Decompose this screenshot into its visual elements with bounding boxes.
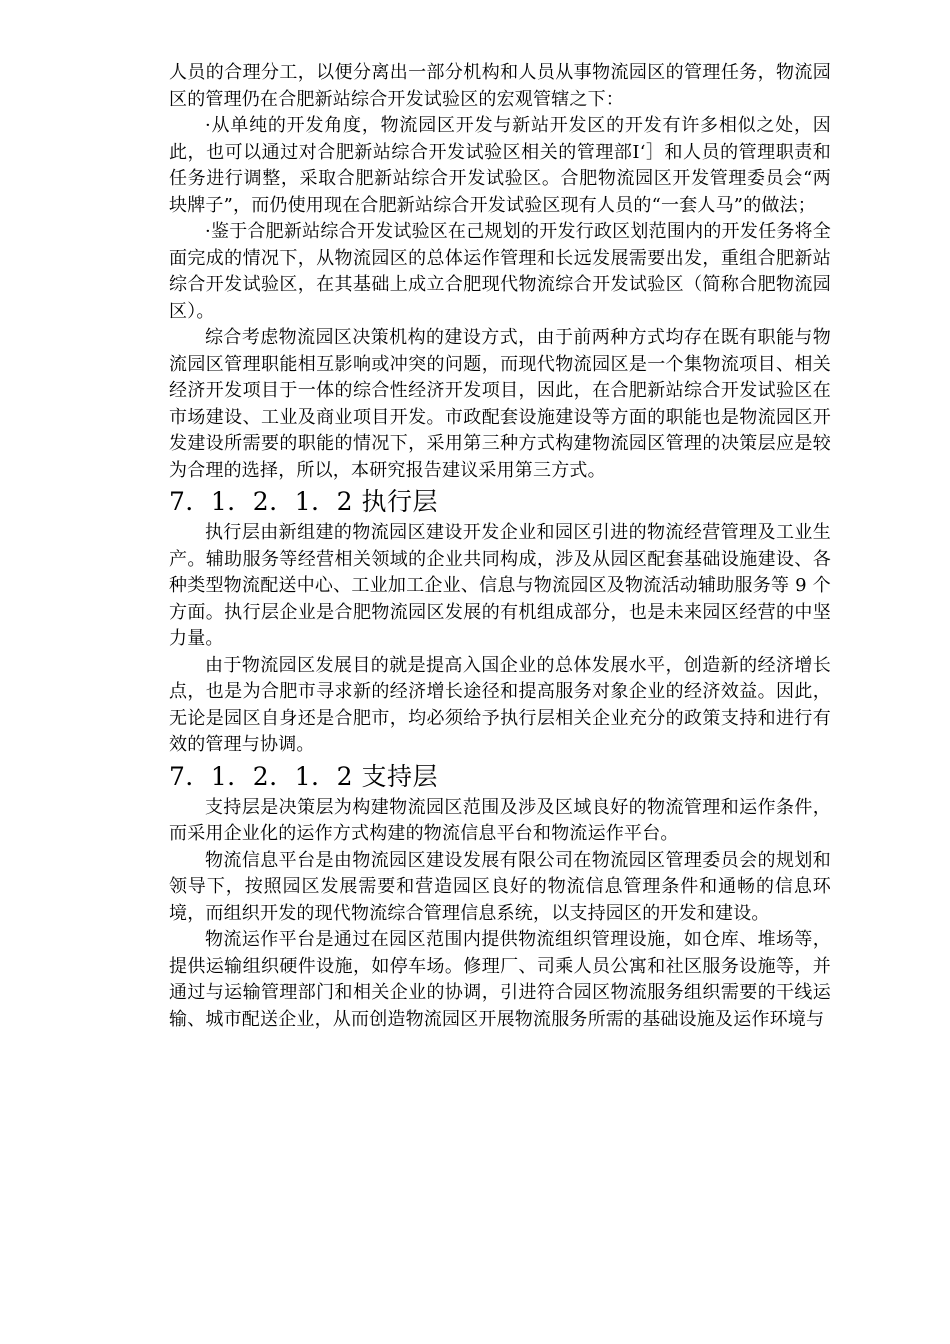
paragraph-execution-2: 由于物流园区发展目的就是提高入国企业的总体发展水平，创造新的经济增长点，也是为合肥市寻求新的经济增长途径和提高服务对象企业的经济效益。因此，无论是园区自身还是合肥市，均必须给予执行层相关企业充分的政策支持和进行有效的管理与协调。 bbox=[169, 654, 831, 755]
paragraph-support-2: 物流信息平台是由物流园区建设发展有限公司在物流园区管理委员会的规划和领导下，按照园区发展需要和营造园区良好的物流信息管理条件和通畅的信息环境，而组织开发的现代物流综合管理信息系统，以支持园区的开发和建设。 bbox=[169, 849, 831, 924]
section-heading-execution: 7．1．2．1．2 执行层 bbox=[169, 487, 438, 516]
paragraph-support-1: 支持层是决策层为构建物流园区范围及涉及区域良好的物流管理和运作条件，而采用企业化的运作方式构建的物流信息平台和物流运作平台。 bbox=[169, 796, 831, 844]
paragraph-option-three: ·鉴于合肥新站综合开发试验区在己规划的开发行政区划范围内的开发任务将全面完成的情况下，从物流园区的总体运作管理和长远发展需要出发，重组合肥新站综合开发试验区，在其基础上成立合肥现代物流综合开发试验区（简称合肥物流园区）。 bbox=[169, 221, 831, 322]
paragraph-continuation: 人员的合理分工，以便分离出一部分机构和人员从事物流园区的管理任务，物流园区的管理仍在合肥新站综合开发试验区的宏观管辖之下： bbox=[169, 62, 831, 110]
document-page bbox=[169, 60, 831, 1033]
paragraph-support-3: 物流运作平台是通过在园区范围内提供物流组织管理设施，如仓库、堆场等，提供运输组织硬件设施，如停车场。修理厂、司乘人员公寓和社区服务设施等，并通过与运输管理部门和相关企业的协调，引进符合园区物流服务组织需要的干线运输、城市配送企业，从而创造物流园区开展物流服务所需的基础设施及运作环境与 bbox=[169, 929, 831, 1030]
paragraph-option-two: ·从单纯的开发角度，物流园区开发与新站开发区的开发有许多相似之处，因此，也可以通过对合肥新站综合开发试验区相关的管理部Ι‘］和人员的管理职责和任务进行调整，采取合肥新站综合开发试验区。合肥物流园区开发管理委员会“两块牌子”，而仍使用现在合肥新站综合开发试验区现有人员的“一套人马”的做法； bbox=[169, 115, 831, 216]
paragraph-decision-summary: 综合考虑物流园区决策机构的建设方式，由于前两种方式均存在既有职能与物流园区管理职能相互影响或冲突的问题，而现代物流园区是一个集物流项目、相关经济开发项目于一体的综合性经济开发项目，因此，在合肥新站综合开发试验区在市场建设、工业及商业项目开发。市政配套设施建设等方面的职能也是物流园区开发建设所需要的职能的情况下，采用第三种方式构建物流园区管理的决策层应是较为合理的选择，所以，本研究报告建议采用第三方式。 bbox=[169, 327, 831, 481]
section-heading-support: 7．1．2．1．2 支持层 bbox=[169, 761, 438, 791]
paragraph-execution-1: 执行层由新组建的物流园区建设开发企业和园区引进的物流经营管理及工业生产。辅助服务等经营相关领域的企业共同构成，涉及从园区配套基础设施建设、各种类型物流配送中心、工业加工企业、信息与物流园区及物流活动辅助服务等 9 个方面。执行层企业是合肥物流园区发展的有机组成部分，也是未来园区经营的中坚力量。 bbox=[169, 522, 831, 649]
